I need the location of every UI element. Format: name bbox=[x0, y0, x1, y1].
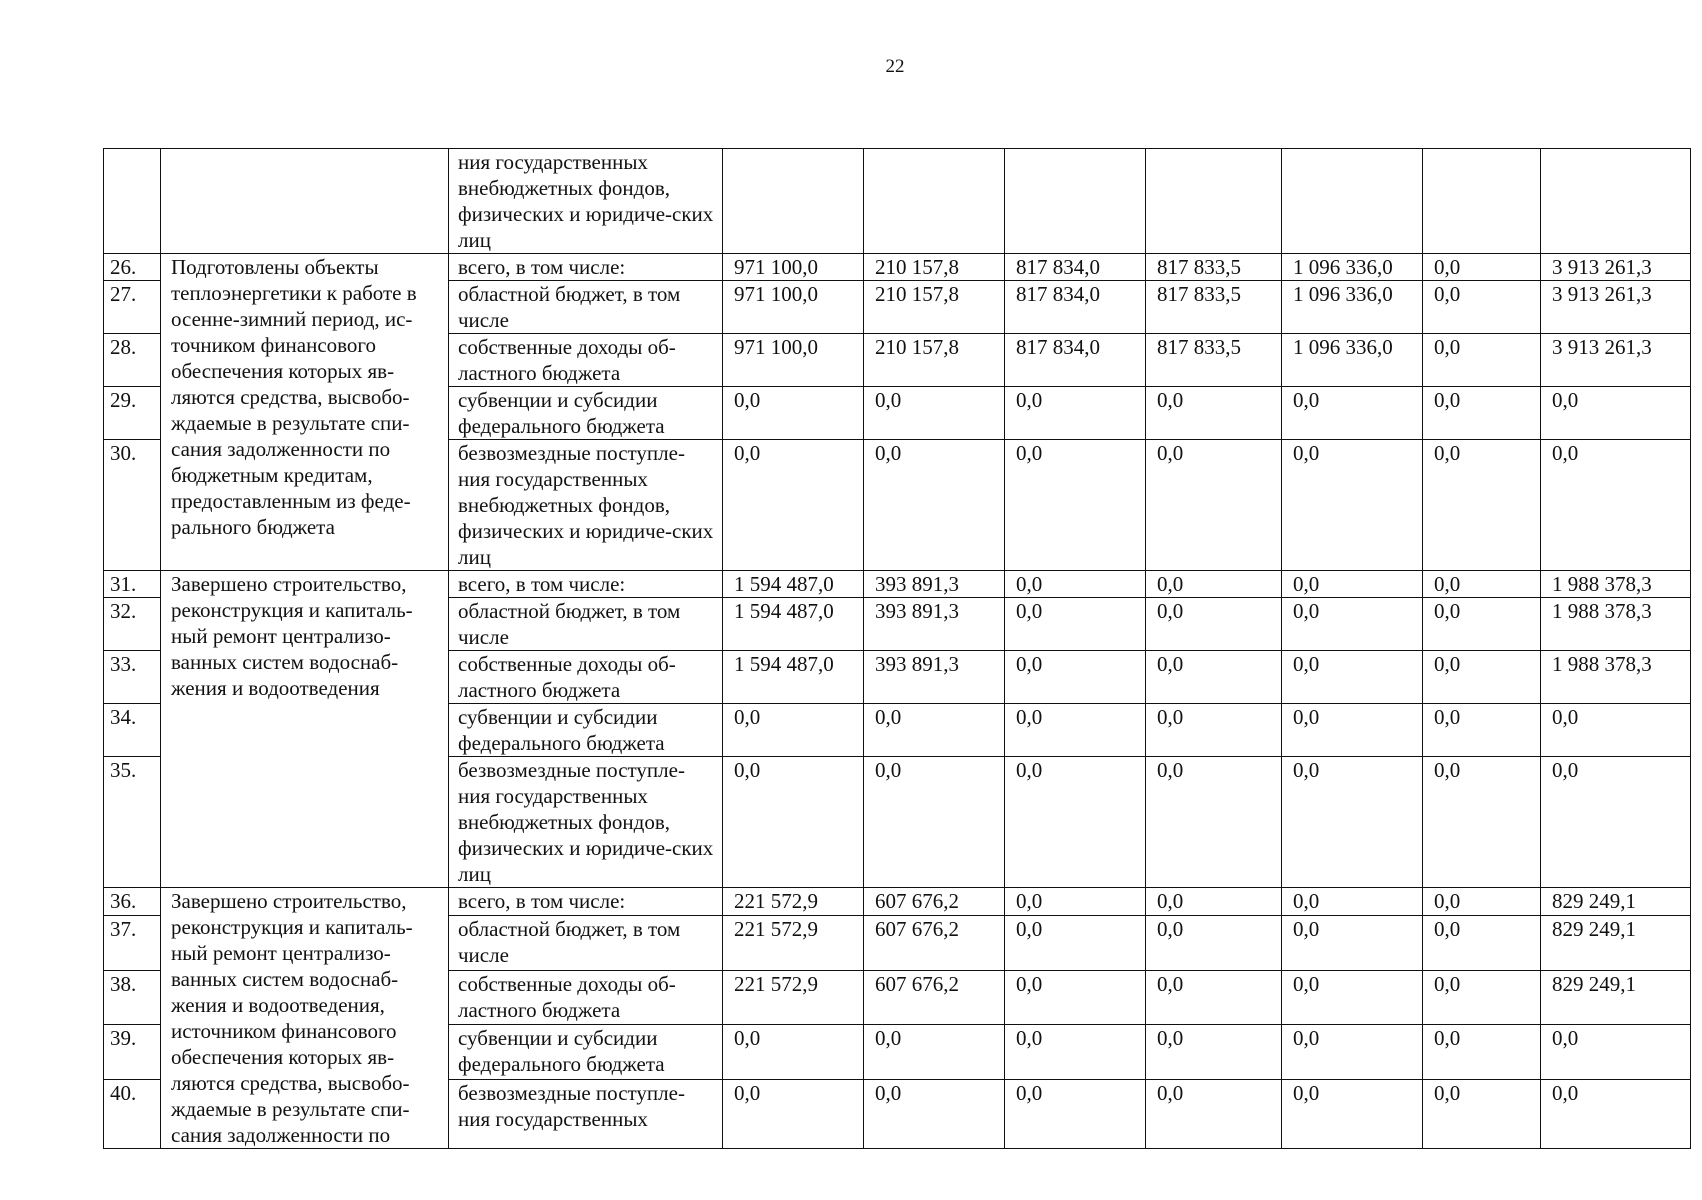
value-cell: 0,0 bbox=[1005, 387, 1146, 440]
row-number: 38. bbox=[104, 970, 161, 1025]
row-number: 31. bbox=[104, 571, 161, 598]
funding-source: областной бюджет, в том числе bbox=[449, 915, 723, 970]
value-cell: 0,0 bbox=[1423, 757, 1541, 888]
row-number: 27. bbox=[104, 281, 161, 334]
funding-source: субвенции и субсидии федерального бюджета bbox=[449, 704, 723, 757]
value-cell: 0,0 bbox=[1423, 440, 1541, 571]
total-cell: 0,0 bbox=[1541, 440, 1691, 571]
funding-source: всего, в том числе: bbox=[449, 571, 723, 598]
value-cell: 0,0 bbox=[1282, 440, 1423, 571]
funding-source: безвозмездные поступле-ния государственных bbox=[449, 1079, 723, 1148]
value-cell: 0,0 bbox=[1005, 598, 1146, 651]
value-cell bbox=[1005, 149, 1146, 254]
value-cell: 0,0 bbox=[1423, 704, 1541, 757]
value-cell: 0,0 bbox=[1282, 571, 1423, 598]
value-cell: 0,0 bbox=[1146, 704, 1282, 757]
total-cell: 829 249,1 bbox=[1541, 915, 1691, 970]
value-cell bbox=[1423, 149, 1541, 254]
funding-source: собственные доходы об-ластного бюджета bbox=[449, 970, 723, 1025]
value-cell: 0,0 bbox=[723, 704, 864, 757]
total-cell: 3 913 261,3 bbox=[1541, 254, 1691, 281]
value-cell: 0,0 bbox=[1005, 651, 1146, 704]
value-cell: 0,0 bbox=[1282, 704, 1423, 757]
value-cell: 817 834,0 bbox=[1005, 281, 1146, 334]
funding-source: всего, в том числе: bbox=[449, 254, 723, 281]
value-cell: 0,0 bbox=[1423, 254, 1541, 281]
value-cell: 0,0 bbox=[1423, 598, 1541, 651]
value-cell: 0,0 bbox=[1282, 1025, 1423, 1080]
value-cell: 221 572,9 bbox=[723, 970, 864, 1025]
value-cell: 0,0 bbox=[864, 1025, 1005, 1080]
table-row bbox=[104, 888, 1691, 916]
value-cell: 0,0 bbox=[1423, 387, 1541, 440]
value-cell: 971 100,0 bbox=[723, 334, 864, 387]
value-cell: 210 157,8 bbox=[864, 334, 1005, 387]
value-cell: 221 572,9 bbox=[723, 888, 864, 916]
value-cell: 0,0 bbox=[723, 1079, 864, 1148]
value-cell: 1 594 487,0 bbox=[723, 651, 864, 704]
row-number-cell bbox=[104, 149, 161, 254]
row-number: 39. bbox=[104, 1025, 161, 1080]
value-cell: 1 096 336,0 bbox=[1282, 281, 1423, 334]
value-cell: 0,0 bbox=[1146, 1025, 1282, 1080]
value-cell: 817 833,5 bbox=[1146, 254, 1282, 281]
value-cell bbox=[1146, 149, 1282, 254]
budget-table bbox=[103, 148, 1691, 1149]
value-cell: 0,0 bbox=[723, 757, 864, 888]
value-cell: 0,0 bbox=[1423, 334, 1541, 387]
row-number: 29. bbox=[104, 387, 161, 440]
row-number: 30. bbox=[104, 440, 161, 571]
row-number: 40. bbox=[104, 1079, 161, 1148]
value-cell: 0,0 bbox=[1005, 571, 1146, 598]
value-cell bbox=[1541, 149, 1691, 254]
total-cell: 3 913 261,3 bbox=[1541, 334, 1691, 387]
value-cell: 210 157,8 bbox=[864, 254, 1005, 281]
funding-source: собственные доходы об-ластного бюджета bbox=[449, 651, 723, 704]
row-number: 32. bbox=[104, 598, 161, 651]
value-cell: 607 676,2 bbox=[864, 970, 1005, 1025]
value-cell: 0,0 bbox=[864, 1079, 1005, 1148]
row-number: 34. bbox=[104, 704, 161, 757]
funding-source: безвозмездные поступле-ния государственных внебюджетных фондов, физических и юридиче-ских лиц bbox=[449, 440, 723, 571]
value-cell bbox=[723, 149, 864, 254]
value-cell: 0,0 bbox=[1282, 651, 1423, 704]
value-cell: 0,0 bbox=[1423, 1079, 1541, 1148]
value-cell: 0,0 bbox=[1282, 915, 1423, 970]
value-cell: 0,0 bbox=[723, 1025, 864, 1080]
value-cell: 0,0 bbox=[1146, 915, 1282, 970]
row-number: 35. bbox=[104, 757, 161, 888]
value-cell: 0,0 bbox=[1282, 598, 1423, 651]
value-cell: 817 833,5 bbox=[1146, 281, 1282, 334]
value-cell: 1 594 487,0 bbox=[723, 598, 864, 651]
total-cell: 0,0 bbox=[1541, 757, 1691, 888]
value-cell: 817 833,5 bbox=[1146, 334, 1282, 387]
value-cell: 0,0 bbox=[864, 440, 1005, 571]
value-cell: 0,0 bbox=[1146, 651, 1282, 704]
total-cell: 1 988 378,3 bbox=[1541, 598, 1691, 651]
total-cell: 0,0 bbox=[1541, 1025, 1691, 1080]
value-cell: 0,0 bbox=[1423, 281, 1541, 334]
measure-description: Подготовлены объекты теплоэнергетики к работе в осенне-зимний период, ис-точником финансового обеспечения которых яв-ляются средства, высвобо-ждаемые в результате спи-сания задолженности по бюджетным кредитам, предоставленным из феде-рального бюджета bbox=[161, 254, 449, 571]
value-cell: 0,0 bbox=[1005, 704, 1146, 757]
funding-source: областной бюджет, в том числе bbox=[449, 598, 723, 651]
value-cell: 817 834,0 bbox=[1005, 254, 1146, 281]
value-cell: 0,0 bbox=[1423, 651, 1541, 704]
value-cell: 0,0 bbox=[1423, 571, 1541, 598]
value-cell: 0,0 bbox=[723, 387, 864, 440]
value-cell: 0,0 bbox=[1423, 970, 1541, 1025]
value-cell: 0,0 bbox=[1005, 757, 1146, 888]
value-cell: 0,0 bbox=[1146, 571, 1282, 598]
value-cell: 0,0 bbox=[1423, 1025, 1541, 1080]
total-cell: 0,0 bbox=[1541, 387, 1691, 440]
value-cell: 1 096 336,0 bbox=[1282, 254, 1423, 281]
source-cell: ния государственных внебюджетных фондов, физических и юридиче-ских лиц bbox=[449, 149, 723, 254]
row-number: 28. bbox=[104, 334, 161, 387]
funding-source: субвенции и субсидии федерального бюджета bbox=[449, 1025, 723, 1080]
row-number: 33. bbox=[104, 651, 161, 704]
value-cell: 0,0 bbox=[1146, 440, 1282, 571]
total-cell: 0,0 bbox=[1541, 704, 1691, 757]
value-cell: 0,0 bbox=[1005, 1079, 1146, 1148]
funding-source: всего, в том числе: bbox=[449, 888, 723, 916]
value-cell: 393 891,3 bbox=[864, 598, 1005, 651]
value-cell: 0,0 bbox=[1146, 970, 1282, 1025]
total-cell: 1 988 378,3 bbox=[1541, 571, 1691, 598]
value-cell: 0,0 bbox=[1005, 888, 1146, 916]
value-cell bbox=[864, 149, 1005, 254]
value-cell: 0,0 bbox=[1146, 1079, 1282, 1148]
value-cell: 971 100,0 bbox=[723, 281, 864, 334]
measure-description: Завершено строительство, реконструкция и капиталь-ный ремонт централизо-ванных систем водоснаб-жения и водоотведения, источником финансового обеспечения которых яв-ляются средства, высвобо-ждаемые в результате спи-сания задолженности по bbox=[161, 888, 449, 1149]
value-cell: 0,0 bbox=[1146, 387, 1282, 440]
value-cell: 0,0 bbox=[1423, 888, 1541, 916]
total-cell: 0,0 bbox=[1541, 1079, 1691, 1148]
row-number: 26. bbox=[104, 254, 161, 281]
row-number: 36. bbox=[104, 888, 161, 916]
value-cell: 0,0 bbox=[1146, 888, 1282, 916]
value-cell: 0,0 bbox=[864, 757, 1005, 888]
value-cell: 0,0 bbox=[1282, 1079, 1423, 1148]
value-cell: 0,0 bbox=[1282, 387, 1423, 440]
total-cell: 1 988 378,3 bbox=[1541, 651, 1691, 704]
total-cell: 3 913 261,3 bbox=[1541, 281, 1691, 334]
value-cell: 0,0 bbox=[1005, 970, 1146, 1025]
value-cell: 0,0 bbox=[1005, 440, 1146, 571]
value-cell: 393 891,3 bbox=[864, 651, 1005, 704]
value-cell: 393 891,3 bbox=[864, 571, 1005, 598]
description-cell bbox=[161, 149, 449, 254]
value-cell: 0,0 bbox=[864, 387, 1005, 440]
total-cell: 829 249,1 bbox=[1541, 888, 1691, 916]
funding-source: безвозмездные поступле-ния государственных внебюджетных фондов, физических и юридиче-ских лиц bbox=[449, 757, 723, 888]
value-cell: 0,0 bbox=[1005, 1025, 1146, 1080]
value-cell: 607 676,2 bbox=[864, 888, 1005, 916]
value-cell bbox=[1282, 149, 1423, 254]
value-cell: 0,0 bbox=[1282, 888, 1423, 916]
value-cell: 0,0 bbox=[864, 704, 1005, 757]
total-cell: 829 249,1 bbox=[1541, 970, 1691, 1025]
value-cell: 607 676,2 bbox=[864, 915, 1005, 970]
value-cell: 0,0 bbox=[1282, 757, 1423, 888]
measure-description: Завершено строительство, реконструкция и капиталь-ный ремонт централизо-ванных систем водоснаб-жения и водоотведения bbox=[161, 571, 449, 888]
continuation-row bbox=[104, 149, 1691, 254]
value-cell: 210 157,8 bbox=[864, 281, 1005, 334]
table-row bbox=[104, 254, 1691, 281]
value-cell: 0,0 bbox=[1423, 915, 1541, 970]
funding-source: субвенции и субсидии федерального бюджета bbox=[449, 387, 723, 440]
page-number: 22 bbox=[885, 56, 905, 77]
funding-source: областной бюджет, в том числе bbox=[449, 281, 723, 334]
value-cell: 221 572,9 bbox=[723, 915, 864, 970]
value-cell: 0,0 bbox=[1146, 757, 1282, 888]
value-cell: 0,0 bbox=[723, 440, 864, 571]
value-cell: 1 096 336,0 bbox=[1282, 334, 1423, 387]
table-row bbox=[104, 571, 1691, 598]
value-cell: 817 834,0 bbox=[1005, 334, 1146, 387]
row-number: 37. bbox=[104, 915, 161, 970]
value-cell: 0,0 bbox=[1146, 598, 1282, 651]
value-cell: 0,0 bbox=[1005, 915, 1146, 970]
value-cell: 0,0 bbox=[1282, 970, 1423, 1025]
value-cell: 971 100,0 bbox=[723, 254, 864, 281]
value-cell: 1 594 487,0 bbox=[723, 571, 864, 598]
funding-source: собственные доходы об-ластного бюджета bbox=[449, 334, 723, 387]
